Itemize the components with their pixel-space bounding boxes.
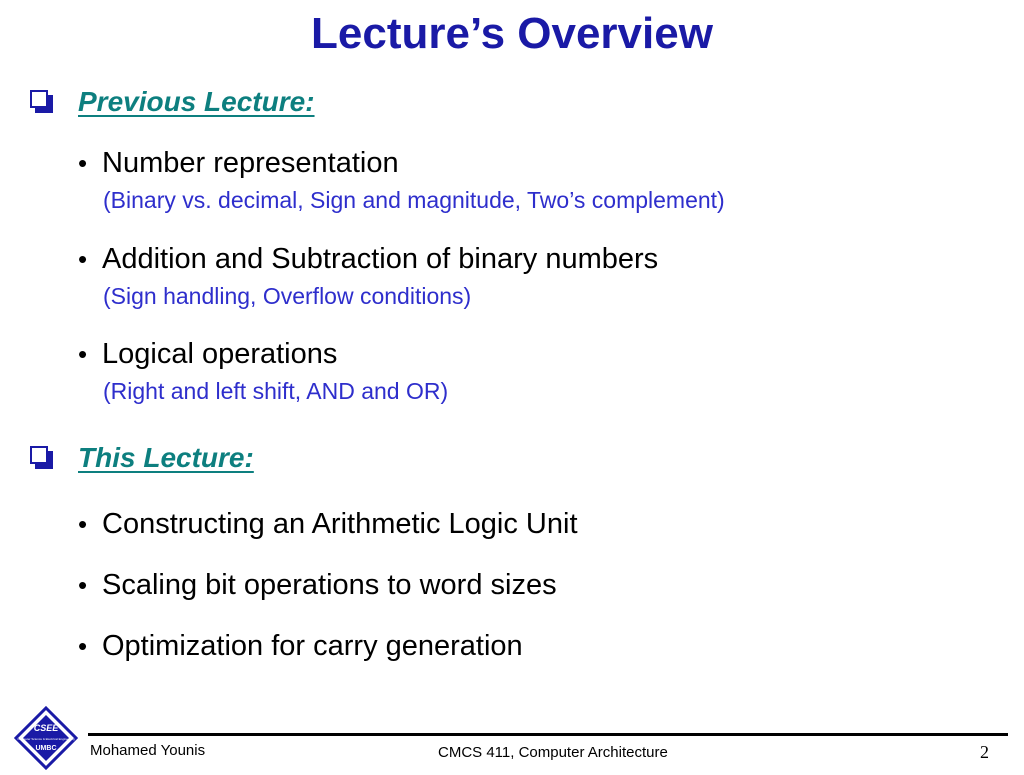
list-item-text: Logical operations (102, 338, 338, 370)
list-item-subtext: (Binary vs. decimal, Sign and magnitude, Two’s complement) (103, 187, 725, 213)
bullet-dot-icon: • (78, 570, 88, 600)
bullet-dot-icon: • (78, 631, 88, 661)
list-item (78, 146, 399, 180)
section-previous-lecture (30, 82, 315, 122)
list-item (78, 242, 658, 276)
section-heading: Previous Lecture: (78, 86, 315, 117)
footer-course: CMCS 411, Computer Architecture (438, 744, 668, 761)
list-item-text: Number representation (102, 147, 399, 179)
list-item-text: Constructing an Arithmetic Logic Unit (102, 508, 578, 540)
section-heading: This Lecture: (78, 442, 254, 473)
footer-divider (88, 733, 1008, 736)
section-this-lecture (30, 438, 254, 478)
list-item (78, 507, 578, 541)
list-item-subtext: (Right and left shift, AND and OR) (103, 378, 449, 404)
svg-text:CSEE: CSEE (33, 723, 59, 733)
list-item (78, 337, 337, 371)
bullet-dot-icon: • (78, 339, 88, 369)
svg-text:Computer Science & Electrical: Computer Science & Electrical Engineering (17, 737, 75, 741)
slide-title: Lecture’s Overview (311, 9, 713, 58)
footer-author: Mohamed Younis (90, 742, 206, 759)
bullet-dot-icon: • (78, 148, 88, 178)
bullet-dot-icon: • (78, 244, 88, 274)
list-item (78, 568, 557, 602)
bullet-dot-icon: • (78, 509, 88, 539)
page-number: 2 (980, 742, 989, 762)
cse-umbc-logo (14, 706, 78, 770)
list-item-subtext: (Sign handling, Overflow conditions) (103, 283, 472, 309)
list-item-text: Addition and Subtraction of binary numbers (102, 243, 659, 275)
list-item-text: Optimization for carry generation (102, 630, 523, 662)
list-item (78, 629, 523, 663)
checkbox-square-icon (30, 90, 54, 114)
checkbox-square-icon (30, 446, 54, 470)
svg-text:UMBC: UMBC (35, 745, 57, 752)
list-item-text: Scaling bit operations to word sizes (102, 569, 557, 601)
